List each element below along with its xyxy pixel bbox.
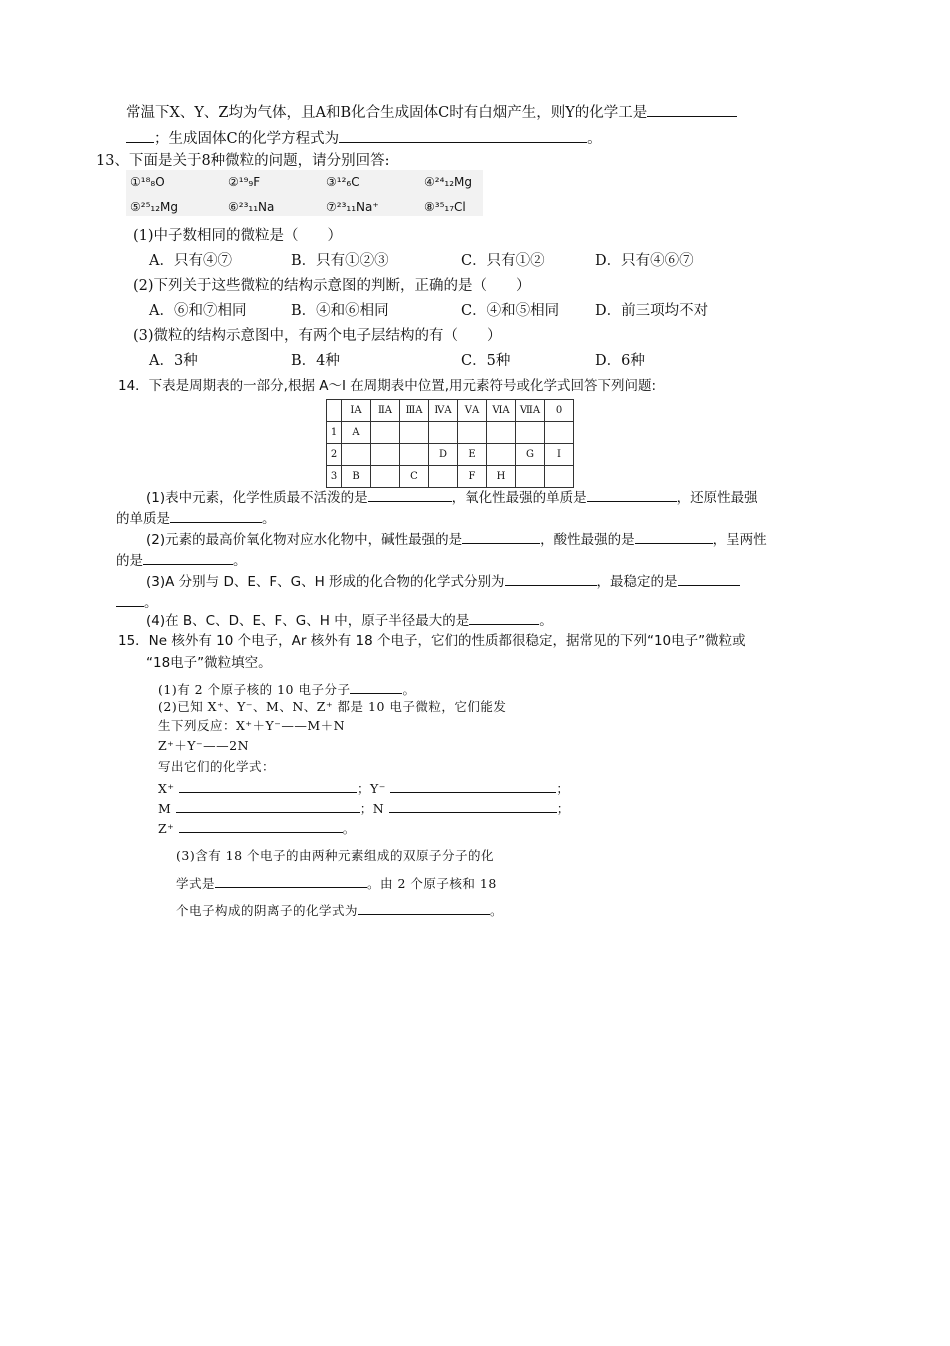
option-b: B．④和⑥相同 [291,303,389,319]
option-d: D．6种 [595,353,645,369]
q15-stem-line2: “18电子”微粒填空。 [146,655,272,671]
q12-blank1 [647,101,737,117]
option-a: A．⑥和⑦相同 [149,303,247,319]
table-cell: A [342,422,371,444]
q15-stem-line1: 15．Ne 核外有 10 个电子，Ar 核外有 18 个电子，它们的性质都很稳定，据常见的下列“10电子”微粒或 [118,633,746,649]
table-cell: ⅡA [371,400,400,422]
table-cell: ⅦA [516,400,545,422]
table-row [327,444,574,466]
q13-sub1-options [149,251,694,271]
q14-s2-line1 [146,528,767,550]
q12-blank3 [339,127,587,143]
table-cell [400,422,429,444]
option-c: C．④和⑤相同 [461,303,560,319]
q15-p3d-line [176,899,503,921]
q15-blank [176,797,360,813]
q15-p3a: (3)含有 18 个电子的由两种元素组成的双原子分子的化 [176,848,495,863]
q13-sub3-options [149,351,645,371]
q14-blank [635,528,713,544]
q14-blank [170,507,262,523]
q15-xy-line [158,777,569,799]
q15-z-line [158,817,356,839]
q14-blank [462,528,540,544]
q14-blank [368,486,452,502]
q15-p1-text: (1)有 2 个原子核的 10 电子分子 [158,682,351,697]
q14-s2-line2 [116,549,247,571]
q14-s4 [146,609,553,631]
periodic-table [326,399,574,488]
table-cell: B [342,466,371,488]
q12-line2 [126,127,602,149]
table-cell [545,422,574,444]
table-cell: H [487,466,516,488]
table-row [327,466,574,488]
table-cell: F [458,466,487,488]
table-cell [487,444,516,466]
table-cell [458,422,487,444]
table-cell [371,422,400,444]
particles-row1 [130,172,472,192]
table-cell: 2 [327,444,342,466]
table-cell: ⅣA [429,400,458,422]
q12-text1: 常温下X、Y、Z均为气体，且A和B化合生成固体C时有白烟产生，则Y的化学工是 [126,105,648,121]
table-cell [545,466,574,488]
q15-blank [215,872,367,888]
q15-p3c-text: 。由 2 个原子核和 18 [367,876,497,891]
table-cell [371,444,400,466]
option-d: D．前三项均不对 [595,303,709,319]
z-label: Z⁺ [158,821,175,836]
q15-p2b: 生下列反应：X⁺＋Y⁻——M＋N [158,718,346,733]
table-cell [429,466,458,488]
q14-s1-line1 [146,486,758,508]
x-label: X⁺ [158,781,175,796]
particle-5: ⑤²⁵₁₂Mg [130,200,178,214]
q14-s3-text-a: (3)A 分别与 D、E、F、G、H 形成的化合物的化学式分别为 [146,574,505,590]
table-cell: ⅠA [342,400,371,422]
q15-blank [179,777,357,793]
table-cell: ⅤA [458,400,487,422]
q14-blank [505,570,597,586]
q15-blank [390,777,556,793]
table-cell [400,444,429,466]
q15-p2d: 写出它们的化学式： [158,759,276,774]
q15-p1-end: 。 [402,682,416,697]
option-d: D．只有④⑥⑦ [595,253,694,269]
particle-1: ①¹⁸₈O [130,175,165,189]
particle-3: ③¹²₆C [326,175,360,189]
table-header-row [327,400,574,422]
table-cell: C [400,466,429,488]
particle-8: ⑧³⁵₁₇Cl [424,200,466,214]
q14-s1-text-b: ，氧化性最强的单质是 [451,490,587,506]
q12-text3: 。 [587,131,602,147]
q14-s3-text-c: 。 [144,595,158,611]
q15-p2a: (2)已知 X⁺、Y⁻、M、N、Z⁺ 都是 10 电子微粒，它们能发 [158,699,507,714]
q14-s3-line1 [146,570,740,592]
q14-s1-text-c: ，还原性最强 [676,490,758,506]
option-c: C．只有①② [461,253,545,269]
q13-stem: 13、下面是关于8种微粒的问题，请分别回答: [96,153,390,169]
q13-sub2: (2)下列关于这些微粒的结构示意图的判断，正确的是（ ） [133,278,531,294]
q12-line1 [126,101,737,123]
q14-stem: 14．下表是周期表的一部分,根据 A～I 在周期表中位置,用元素符号或化学式回答下列问题: [118,378,657,394]
table-cell: E [458,444,487,466]
option-b: B．只有①②③ [291,253,389,269]
option-a: A．3种 [149,353,198,369]
table-cell: ⅢA [400,400,429,422]
table-cell [371,466,400,488]
q14-s1-text-a: (1)表中元素，化学性质最不活泼的是 [146,490,368,506]
option-c: C．5种 [461,353,511,369]
q14-blank [678,570,740,586]
table-row [327,422,574,444]
q14-s3-text-b: ，最稳定的是 [596,574,678,590]
option-a: A．只有④⑦ [149,253,232,269]
semicolon: ； [556,781,570,796]
semicolon: ； [556,801,570,816]
q14-s1-text-d: 的单质是 [116,511,170,527]
table-cell: G [516,444,545,466]
q14-s2-text-c: ，呈两性 [712,532,767,548]
table-cell [487,422,516,444]
particle-7: ⑦²³₁₁Na⁺ [326,200,379,214]
period: 。 [342,821,356,836]
q14-blank [143,549,233,565]
q12-blank2 [126,127,154,143]
particle-2: ②¹⁹₉F [228,175,261,189]
q15-p3e-text: 。 [490,903,504,918]
q14-blank [116,591,144,607]
table-cell: ⅥA [487,400,516,422]
q14-s4-text-a: (4)在 B、C、D、E、F、G、H 中，原子半径最大的是 [146,613,470,629]
particle-6: ⑥²³₁₁Na [228,200,275,214]
table-cell: 0 [545,400,574,422]
n-label: ；N [359,801,385,816]
q14-blank [469,609,539,625]
table-cell [342,444,371,466]
q15-p2c: Z⁺＋Y⁻——2N [158,738,250,753]
particle-4: ④²⁴₁₂Mg [424,175,472,189]
q15-p3b-text: 学式是 [176,876,216,891]
table-cell: D [429,444,458,466]
particles-row2 [130,197,466,217]
q15-p3d-text: 个电子构成的阴离子的化学式为 [176,903,359,918]
q13-sub1: (1)中子数相同的微粒是（ ） [133,228,343,244]
m-label: M [158,801,172,816]
q15-blank [389,797,557,813]
q14-s2-text-a: (2)元素的最高价氧化物对应水化物中，碱性最强的是 [146,532,463,548]
q14-s2-text-b: ，酸性最强的是 [540,532,635,548]
table-cell [327,400,342,422]
q14-blank [587,486,677,502]
option-b: B．4种 [291,353,340,369]
q14-s4-text-b: 。 [539,613,553,629]
table-cell [429,422,458,444]
q15-blank [358,899,490,915]
q13-sub2-options [149,301,708,321]
table-cell: 1 [327,422,342,444]
q15-mn-line [158,797,570,819]
q14-s2-text-e: 。 [233,553,247,569]
q15-blank [179,817,343,833]
table-cell: I [545,444,574,466]
q13-sub3: (3)微粒的结构示意图中，有两个电子层结构的有（ ） [133,328,502,344]
q15-blank [350,678,402,694]
y-label: ；Y⁻ [356,781,386,796]
q14-s1-line2 [116,507,276,529]
q14-s1-text-e: 。 [262,511,276,527]
q14-s2-text-d: 的是 [116,553,143,569]
table-cell [516,466,545,488]
table-cell [516,422,545,444]
q12-text2: ；生成固体C的化学方程式为 [154,131,340,147]
table-cell: 3 [327,466,342,488]
q15-p3b-line [176,872,497,894]
